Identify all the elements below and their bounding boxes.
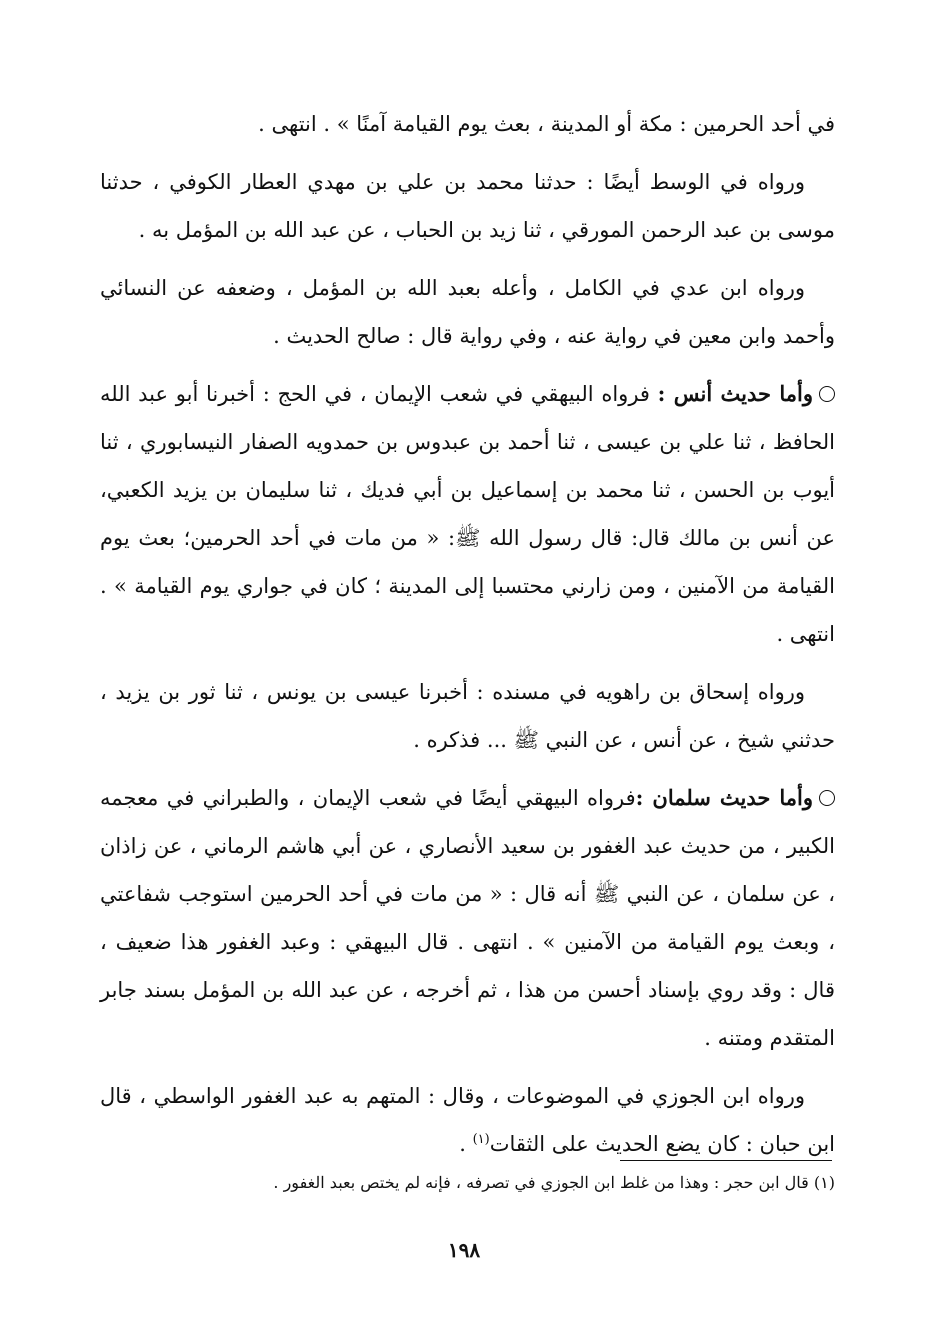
paragraph-text: فرواه البيهقي في شعب الإيمان ، في الحج : أخبرنا أبو عبد الله الحافظ ، ثنا علي بن عيسى ، ثنا أحمد بن عبدوس بن حمدويه الصفار النيسابوري ، ثنا أيوب بن الحسن ، ثنا محمد بن إسماعيل بن أبي فديك ، ثنا سليمان بن يزيد الكعبي، عن أنس بن مالك قال: قال رسول الله ﷺ: « من مات في أحد الحرمين؛ بعث يوم القيامة من الآمنين ، ومن زارني محتسبا إلى المدينة ؛ كان في جواري يوم القيامة » . انتهى . (100, 382, 835, 646)
paragraph-5 (100, 668, 835, 764)
section-lead: وأما حديث أنس : (657, 381, 813, 406)
circle-bullet-icon (819, 386, 835, 402)
paragraph-text: فرواه البيهقي أيضًا في شعب الإيمان ، والطبراني في معجمه الكبير ، من حديث عبد الغفور بن سعيد الأنصاري ، عن أبي هاشم الرماني ، عن زاذان ، عن سلمان ، عن النبي ﷺ أنه قال : « من مات في أحد الحرمين استوجب شفاعتي ، وبعث يوم القيامة من الآمنين » . انتهى . قال البيهقي : وعبد الغفور هذا ضعيف ، قال : وقد روي بإسناد أحسن من هذا ، ثم أخرجه ، عن عبد الله بن المؤمل بسند جابر المتقدم ومتنه . (100, 786, 835, 1050)
paragraph-text: ورواه في الوسط أيضًا : حدثنا محمد بن علي بن مهدي العطار الكوفي ، حدثنا موسى بن عبد الرحمن المورقي ، ثنا زيد بن الحباب ، عن عبد الله بن المؤمل به . (100, 170, 835, 242)
paragraph-anas-hadith (100, 370, 835, 658)
paragraph-7 (100, 1072, 835, 1168)
page-number: ١٩٨ (447, 1238, 481, 1262)
main-text (100, 100, 835, 1174)
paragraph-tail: . (459, 1132, 473, 1156)
paragraph-3 (100, 264, 835, 360)
section-lead: وأما حديث سلمان : (635, 785, 813, 810)
footnote-reference: (١) (472, 1132, 490, 1147)
footnote (100, 1170, 835, 1196)
footnote-marker: (١) (813, 1173, 835, 1192)
footnote-divider (620, 1160, 832, 1161)
paragraph-salman-hadith (100, 774, 835, 1062)
paragraph-2 (100, 158, 835, 254)
footnote-text: قال ابن حجر : وهذا من غلط ابن الجوزي في تصرفه ، فإنه لم يختص بعبد الغفور . (273, 1173, 809, 1192)
paragraph-text: في أحد الحرمين : مكة أو المدينة ، بعث يوم القيامة آمنًا » . انتهى . (258, 112, 835, 136)
circle-bullet-icon (819, 790, 835, 806)
paragraph-1 (100, 100, 835, 148)
paragraph-text: ورواه ابن الجوزي في الموضوعات ، وقال : المتهم به عبد الغفور الواسطي ، قال ابن حبان : كان يضع الحديث على الثقات (100, 1084, 835, 1156)
paragraph-text: ورواه ابن عدي في الكامل ، وأعله بعبد الله بن المؤمل ، وضعفه عن النسائي وأحمد وابن معين في رواية عنه ، وفي رواية قال : صالح الحديث . (100, 276, 835, 348)
paragraph-text: ورواه إسحاق بن راهويه في مسنده : أخبرنا عيسى بن يونس ، ثنا ثور بن يزيد ، حدثني شيخ ، عن أنس ، عن النبي ﷺ ... فذكره . (100, 680, 835, 752)
